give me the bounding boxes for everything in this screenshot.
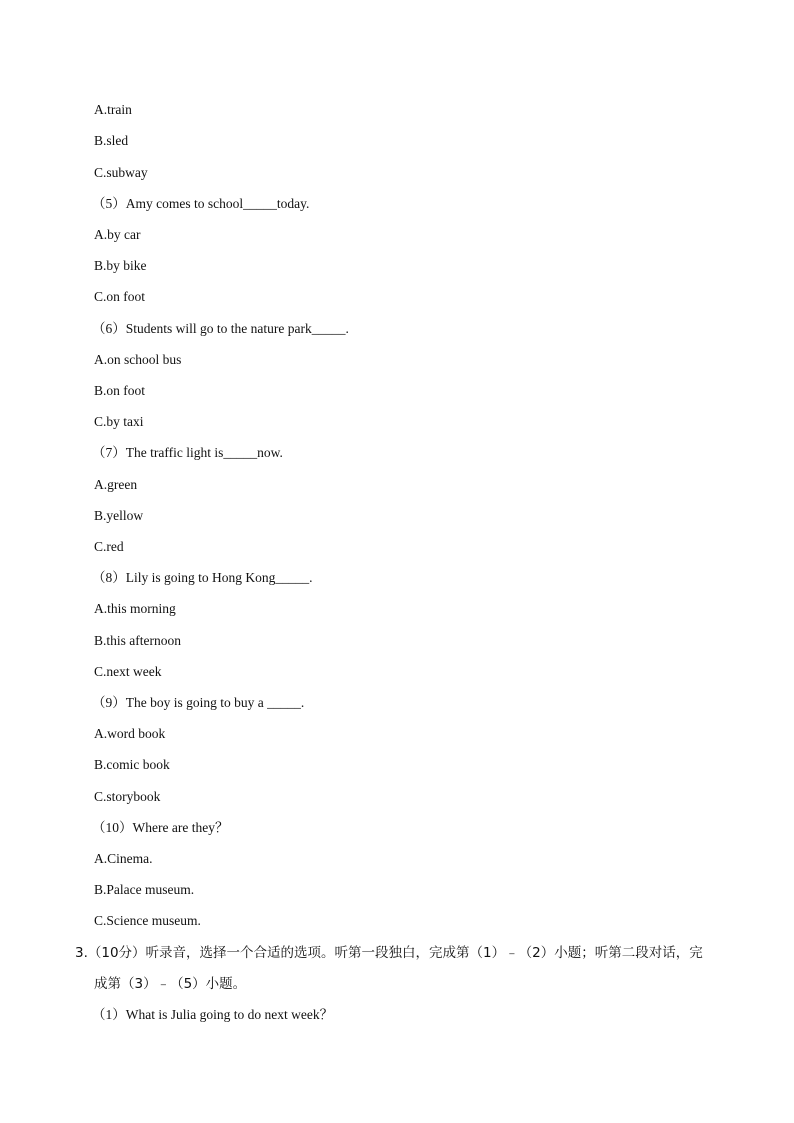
option-q4-c: C.subway [94,165,148,180]
option-q8-b: B.this afternoon [94,633,181,648]
option-q9-b: B.comic book [94,757,170,772]
question-6-stem: （6）Students will go to the nature park_____. [92,321,349,336]
option-q5-a: A.by car [94,227,141,242]
option-q7-a: A.green [94,477,138,492]
option-q9-c: C.storybook [94,789,161,804]
option-q8-a: A.this morning [94,601,176,616]
option-q5-b: B.by bike [94,258,147,273]
question-5-stem: （5）Amy comes to school_____today. [92,196,310,211]
option-q6-a: A.on school bus [94,352,182,367]
option-q6-b: B.on foot [94,383,146,398]
option-q10-a: A.Cinema. [94,851,153,866]
option-q4-a: A.train [94,102,132,117]
option-q9-a: A.word book [94,726,166,741]
option-q5-c: C.on foot [94,289,146,304]
section-3-instruction-line-1: 3.（10分）听录音，选择一个合适的选项。听第一段独白，完成第（1）﹣（2）小题；听第二段对话，完 [75,945,703,961]
option-q8-c: C.next week [94,664,162,679]
question-7-stem: （7）The traffic light is_____now. [92,445,283,460]
section-3-question-1-stem: （1）What is Julia going to do next week？ [92,1007,334,1022]
section-3-instruction-line-2: 成第（3）﹣（5）小题。 [94,976,247,992]
option-q10-c: C.Science museum. [94,913,201,928]
question-9-stem: （9）The boy is going to buy a _____. [92,695,305,710]
option-q7-c: C.red [94,539,124,554]
option-q4-b: B.sled [94,133,129,148]
question-10-stem: （10）Where are they？ [92,820,229,835]
option-q10-b: B.Palace museum. [94,882,195,897]
option-q6-c: C.by taxi [94,414,144,429]
question-8-stem: （8）Lily is going to Hong Kong_____. [92,570,313,585]
option-q7-b: B.yellow [94,508,144,523]
